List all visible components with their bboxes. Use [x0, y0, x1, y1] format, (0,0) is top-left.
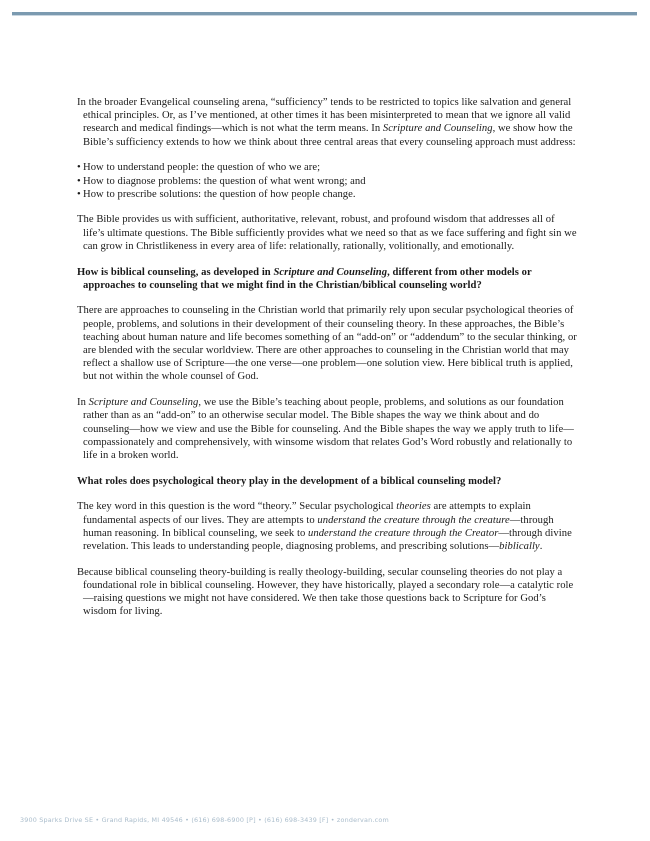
- bullet-icon: •: [77, 175, 81, 187]
- document-body: [77, 96, 577, 631]
- bullet-icon: •: [77, 162, 81, 174]
- paragraph-key-word-theory: The key word in this question is the word “theory.” Secular psychological theories are attempts to explain fundamental aspects of our lives. They are attempts to understand the creature through the creature—through human reasoning. In biblical counseling, we seek to understand the creature through the Creator—through divine revelation. This leads to understanding people, diagnosing problems, and prescribing solutions—biblically.: [77, 501, 572, 552]
- book-title: Scripture and Counseling: [273, 266, 388, 278]
- header-rule: [12, 12, 637, 16]
- list-item: • How to diagnose problems: the question of what went wrong; and: [77, 175, 366, 187]
- book-title: Scripture and Counseling: [88, 397, 199, 409]
- paragraph-our-foundation: In Scripture and Counseling, we use the Bible’s teaching about people, problems, and solutions as our foundation rather than as an “add-on” to an otherwise secular model. The Bible shapes the way we think about and do counseling—how we view and use the Bible for counseling. And the Bible shapes the way we apply truth to life—compassionately and comprehensively, with winsome wisdom that relates God’s Word robustly and relationally to life in a broken world.: [77, 397, 574, 461]
- bullet-icon: •: [77, 188, 81, 200]
- list-item: • How to prescribe solutions: the question of how people change.: [77, 188, 356, 200]
- footer-address: 3900 Sparks Drive SE • Grand Rapids, MI 49546 • (616) 698-6900 [P] • (616) 698-3439 [F] • zondervan.com: [20, 816, 389, 824]
- list-item: • How to understand people: the question of who we are;: [77, 162, 321, 174]
- paragraph-sufficiency: In the broader Evangelical counseling arena, “sufficiency” tends to be restricted to topics like salvation and general ethical principles. Or, as I’ve mentioned, at other times it has been misinterpreted to mean that we ignore all valid research and medical findings—which is not what the term means. In Scripture and Counseling, we show how the Bible’s sufficiency extends to how we think about three central areas that every counseling approach must address:: [77, 97, 576, 148]
- book-title: Scripture and Counseling: [382, 123, 493, 135]
- question-heading-differences: How is biblical counseling, as developed in Scripture and Counseling, different from other models or approaches to counseling that we might find in the Christian/biblical counseling world?: [77, 266, 532, 291]
- central-areas-list: [77, 161, 577, 201]
- paragraph-bible-provides: The Bible provides us with sufficient, authoritative, relevant, robust, and profound wisdom that addresses all of life’s ultimate questions. The Bible sufficiently provides what we need so that as we face suffering and fight sin we can grow in Christlikeness in every area of life: relationally, rationally, volitionally, and emotionally.: [77, 214, 577, 252]
- question-heading-psych-theory: What roles does psychological theory play in the development of a biblical counseling model?: [77, 475, 502, 487]
- paragraph-theology-building: Because biblical counseling theory-building is really theology-building, secular counseling theories do not play a foundational role in biblical counseling. However, they have historically, played a secondary role—a catalytic role—raising questions we might not have considered. We then take those questions back to Scripture for God’s wisdom for living.: [77, 566, 574, 618]
- paragraph-other-approaches: There are approaches to counseling in the Christian world that primarily rely upon secular psychological theories of people, problems, and solutions in their development of their counseling theory. In these approaches, the Bible’s teaching about human nature and life becomes something of an “add-on” or “addendum” to the secular thinking, or are blended with the secular worldview. There are other approaches to counseling in the Christian world that may reflect a shallow use of Scripture—the one verse—one problem—one solution view. Here biblical truth is applied, but not within the whole counsel of God.: [77, 305, 577, 383]
